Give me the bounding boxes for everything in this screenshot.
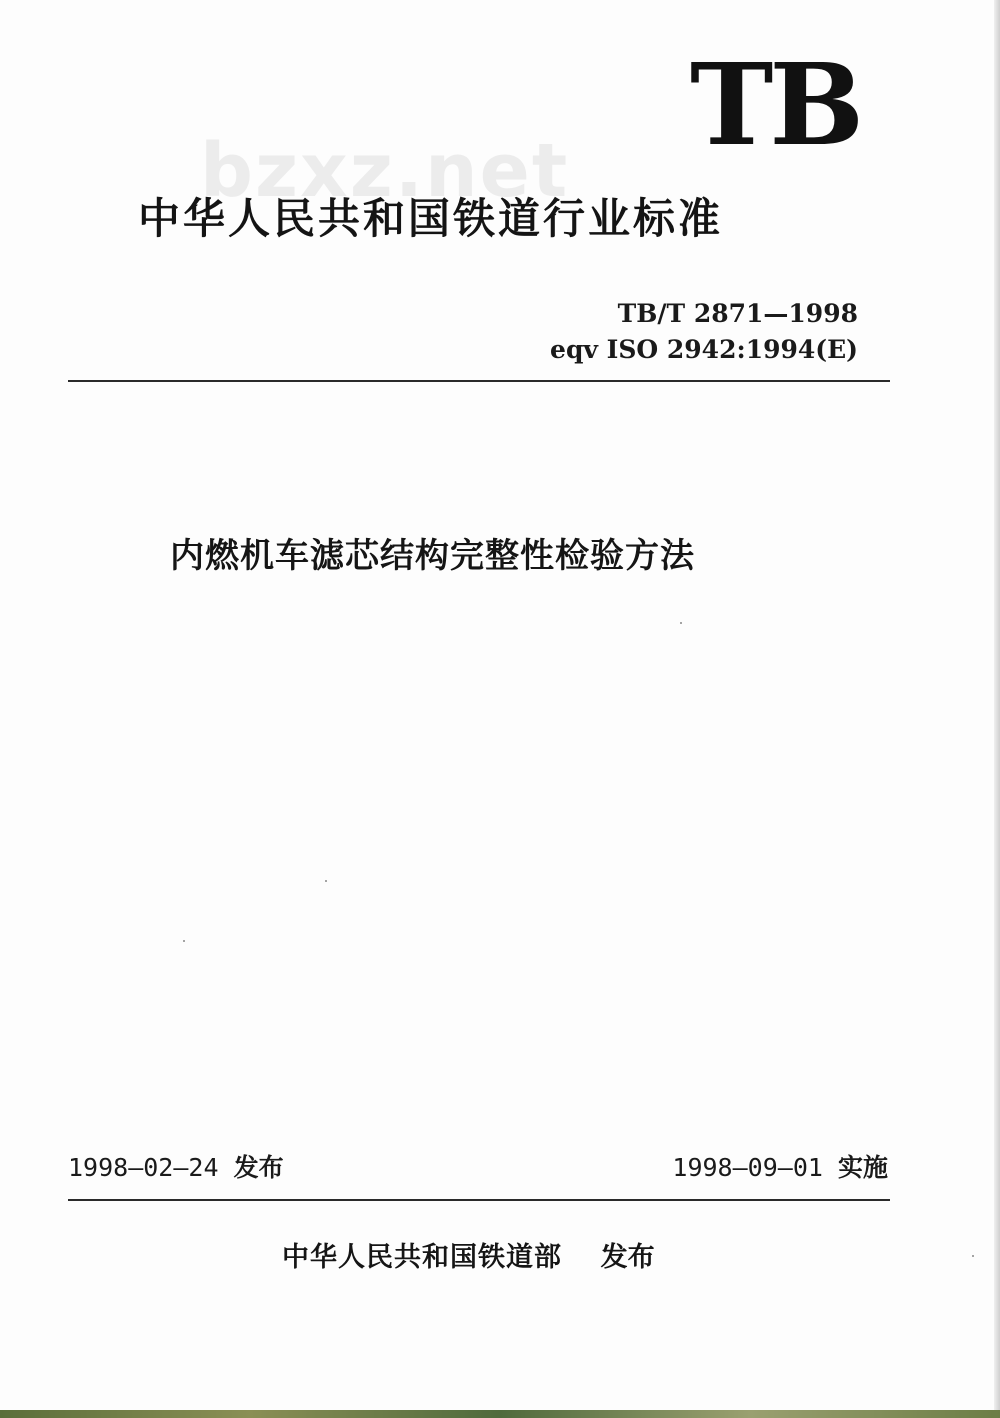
bottom-divider [68,1199,890,1201]
standard-codes [550,296,858,368]
scan-speck [680,622,682,624]
issue-date: 1998—02—24 [68,1153,219,1182]
issue-label: 发布 [233,1153,284,1182]
page-edge-right [994,0,1000,1418]
standard-logo: TB [689,40,860,171]
issue-date-block [68,1148,284,1184]
page-edge-bottom [0,1410,1000,1418]
publisher-line [282,1235,655,1274]
standard-type-heading: 中华人民共和国铁道行业标准 [138,194,724,243]
scan-speck [325,880,327,882]
scan-speck [183,940,185,942]
scan-speck [972,1255,974,1257]
effective-label: 实施 [837,1153,888,1182]
publisher-action: 发布 [600,1242,655,1273]
equivalent-standard: eqv ISO 2942:1994(E) [550,335,858,364]
top-divider [68,380,890,382]
effective-date-block [672,1148,888,1184]
standard-code: TB/T 2871—1998 [617,299,858,328]
publisher-name: 中华人民共和国铁道部 [282,1242,562,1273]
document-title: 内燃机车滤芯结构完整性检验方法 [170,536,695,576]
watermark: bzxz.net [200,128,570,214]
effective-date: 1998—09—01 [672,1153,823,1182]
